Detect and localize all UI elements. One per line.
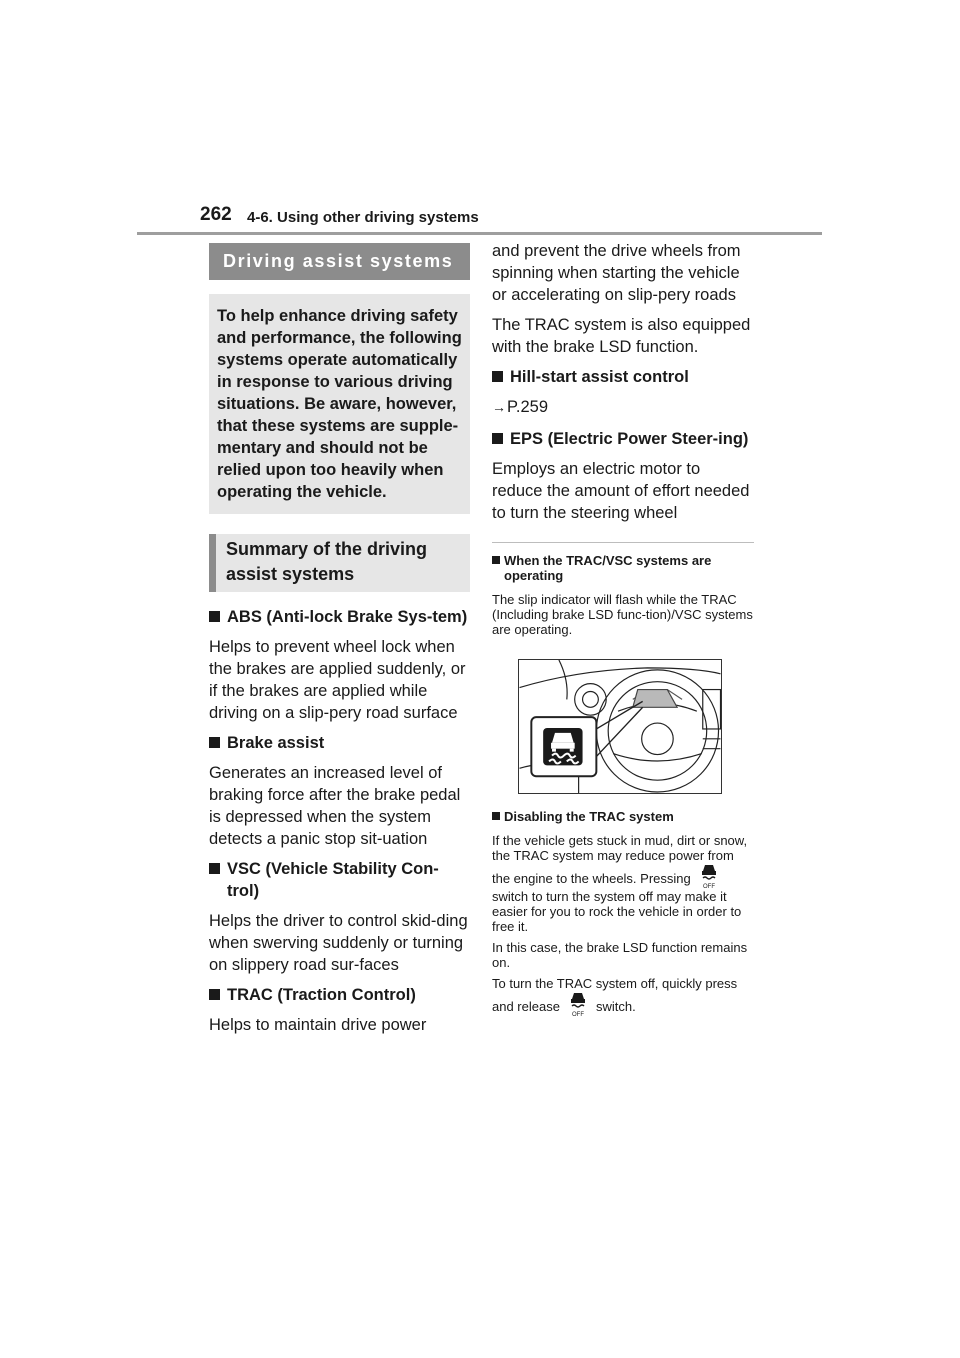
note-heading-text: When the TRAC/VSC systems are operating — [504, 553, 712, 583]
bullet-square-icon — [492, 556, 500, 564]
vsc-off-switch-icon — [697, 863, 721, 889]
item-heading-vsc — [209, 858, 470, 902]
note-heading-disabling — [492, 809, 754, 824]
item-heading-hill-start — [492, 366, 754, 388]
slip-indicator-icon — [543, 728, 582, 765]
item-body-trac: Helps to maintain drive power — [209, 1016, 427, 1034]
item-body-abs: Helps to prevent wheel lock when the brakes are applied suddenly, or if the brakes are applied while driving on a slip-pery road surface — [209, 638, 466, 722]
item-heading-text: VSC (Vehicle Stability Con-trol) — [227, 860, 439, 900]
item-heading-text: Hill-start assist control — [510, 368, 689, 386]
bullet-square-icon — [492, 433, 503, 444]
reference-arrow: → — [492, 399, 506, 415]
note-body-disabling-1 — [492, 833, 754, 934]
note-text: switch to turn the system off may make it easier for you to rock the vehicle in order to free it. — [492, 889, 742, 934]
item-heading-eps — [492, 428, 754, 450]
bullet-square-icon — [209, 611, 220, 622]
page-reference[interactable] — [492, 396, 754, 418]
off-label: OFF — [571, 1012, 584, 1017]
item-heading-trac — [209, 984, 470, 1006]
item-heading-text: Brake assist — [227, 734, 325, 752]
off-label: OFF — [702, 884, 715, 889]
subtitle-box: Summary of the driving assist systems — [209, 534, 470, 592]
intro-box: To help enhance driving safety and performance, the following systems operate automatically in response to various driving situations. Be aware, however, that these systems are supple-mentary and should not be relied upon too heavily when operating the vehicle. — [209, 294, 470, 514]
right-column — [492, 240, 754, 1023]
item-body-brake-assist: Generates an increased level of braking force after the brake pedal is depressed when the system detects a panic stop sit-uation — [209, 764, 461, 848]
note-body-operating: The slip indicator will flash while the TRAC (Including brake LSD func-tion)/VSC systems are operating. — [492, 592, 753, 637]
note-heading-operating — [492, 553, 754, 583]
item-heading-text: TRAC (Traction Control) — [227, 986, 416, 1004]
item-body-eps: Employs an electric motor to reduce the amount of effort needed to turn the steering wheel — [492, 460, 750, 522]
item-heading-text: ABS (Anti-lock Brake Sys-tem) — [227, 608, 468, 626]
note-divider — [492, 542, 754, 543]
bullet-square-icon — [492, 371, 503, 382]
bullet-square-icon — [209, 863, 220, 874]
section-title: Driving assist systems — [209, 243, 470, 280]
trac-body-continued: and prevent the drive wheels from spinning when starting the vehicle or accelerating on slip-pery roads — [492, 242, 741, 304]
bullet-square-icon — [209, 737, 220, 748]
bullet-square-icon — [209, 989, 220, 1000]
page-number: 262 — [200, 204, 232, 225]
item-heading-brake-assist — [209, 732, 470, 754]
note-text: switch. — [595, 999, 636, 1014]
item-heading-text: EPS (Electric Power Steer-ing) — [510, 430, 749, 448]
left-column — [209, 243, 470, 1044]
dashboard-illustration — [518, 659, 722, 794]
bullet-square-icon — [492, 812, 500, 820]
items-list — [209, 606, 470, 1036]
note-heading-text: Disabling the TRAC system — [504, 809, 674, 824]
note-text: If the vehicle gets stuck in mud, dirt or snow, the TRAC system may reduce power from the engine to the wheels. Pressing — [492, 833, 748, 886]
trac-lsd-text: The TRAC system is also equipped with the brake LSD function. — [492, 316, 751, 356]
item-heading-abs — [209, 606, 470, 628]
item-body-vsc: Helps the driver to control skid-ding when swerving suddenly or turning on slippery road sur-faces — [209, 912, 468, 974]
header-rule — [137, 232, 822, 235]
note-body-disabling-3 — [492, 976, 754, 1017]
vsc-off-switch-icon — [566, 991, 590, 1017]
note-body-disabling-2: In this case, the brake LSD function remains on. — [492, 940, 748, 970]
note-text: To turn the TRAC system off, quickly press and release — [492, 976, 738, 1014]
reference-page: P.259 — [507, 398, 548, 416]
section-header: 4-6. Using other driving systems — [247, 209, 479, 226]
